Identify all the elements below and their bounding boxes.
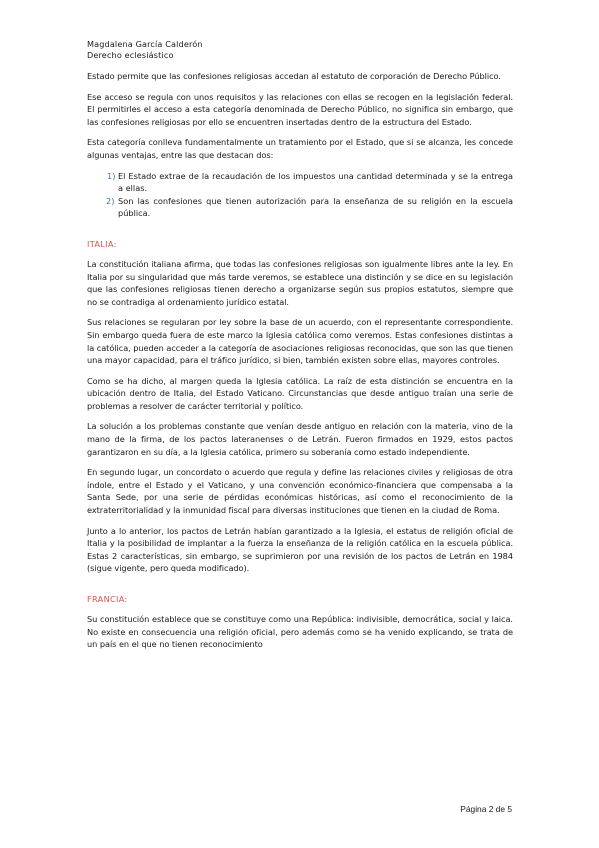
page-header [87,39,527,61]
section-heading-francia: FRANCIA: [87,594,128,604]
section-heading-italia: ITALIA: [87,238,117,249]
paragraph: Junto a lo anterior, los pactos de Letrán habían garantizado a la Iglesia, el estatus de religión oficial de Italia y la posibilidad de implantar a la fuerza la enseñanza de la religión católica en la escuela pública. Estas 2 características, sin embargo, se suprimieron por una revisión de los pactos de Letrán en 1984 (sigue vigente, pero queda modificado). [87,525,513,574]
paragraph: La constitución italiana afirma, que todas las confesiones religiosas son igualmente libres ante la ley. En Italia por su singularidad que más tarde veremos, se establece una distinción y se dice en su legislación que las confesiones religiosas tienen derecho a organizarse según sus propios estatutos, siempre que no se contradiga al ordenamiento jurídico estatal. [87,258,513,307]
paragraph: Esta categoría conlleva fundamentalmente un tratamiento por el Estado, que si se alcanza, les concede algunas ventajas, entre las que destacan dos: [87,137,513,160]
list-item [87,195,513,220]
list-item [87,170,513,195]
list-item-text: Son las confesiones que tienen autorización para la enseñanza de su religión en la escuela pública. [118,195,513,219]
subject-name: Derecho eclesiástico [87,50,174,60]
paragraph: Como se ha dicho, al margen queda la Iglesia católica. La raíz de esta distinción se encuentra en la ubicación dentro de Italia, del Estado Vaticano. Circunstancias que desde antiguo traían una serie de problemas a resolver de carácter territorial y político. [87,375,513,411]
numbered-list [87,170,513,220]
list-item-text: El Estado extrae de la recaudación de los impuestos una cantidad determinada y se la entrega a ellas. [118,170,513,194]
paragraph: Estado permite que las confesiones religiosas accedan al estatuto de corporación de Derecho Público. [87,71,501,81]
list-number: 2) [106,195,115,206]
paragraph: La solución a los problemas constante que venían desde antiguo en relación con la materia, vino de la mano de la firma, de los pactos lateranenses o de Letrán. Fueron firmados en 1929, estos pactos garantizaron en su día, a la Iglesia católica, primero su soberanía como estado independiente. [87,421,513,457]
paragraph: Sus relaciones se regularan por ley sobre la base de un acuerdo, con el representante correspondiente. Sin embargo queda fuera de este marco la Iglesia católica como veremos. Estas confesiones distintas a la católica, pueden acceder a la categoría de asociaciones religiosas reconocidas, que son las que tienen una mayor capacidad, para el tráfico jurídico, si bien, también existen sobre ellas, mayores controles. [87,317,513,366]
paragraph: Ese acceso se regula con unos requisitos y las relaciones con ellas se recogen en la legislación federal. El permitirles el acceso a esta categoría denominada de Derecho Público, no significa sin embargo, que las confesiones religiosas por ello se encuentren insertadas dentro de la estructura del Estado. [87,91,513,127]
paragraph: En segundo lugar, un concordato o acuerdo que regula y define las relaciones civiles y religiosas de otra índole, entre el Estado y el Vaticano, y una convención económico-financiera que compensaba a la Santa Sede, por una serie de pérdidas económicas históricas, así como el reconocimiento de la extraterritorialidad y la inmunidad fiscal para diversas instituciones que tienen en la ciudad de Roma. [87,467,513,516]
list-number: 1) [107,170,116,181]
author-name: Magdalena García Calderón [87,39,203,49]
document-body [87,70,513,659]
page-number: Página 2 de 5 [460,804,512,814]
paragraph: Su constitución establece que se constituye como una República: indivisible, democrática, social y laica. No existe en consecuencia una religión oficial, pero además como se ha venido explicando, se trata de un país en el que no tienen reconocimiento [87,614,513,650]
